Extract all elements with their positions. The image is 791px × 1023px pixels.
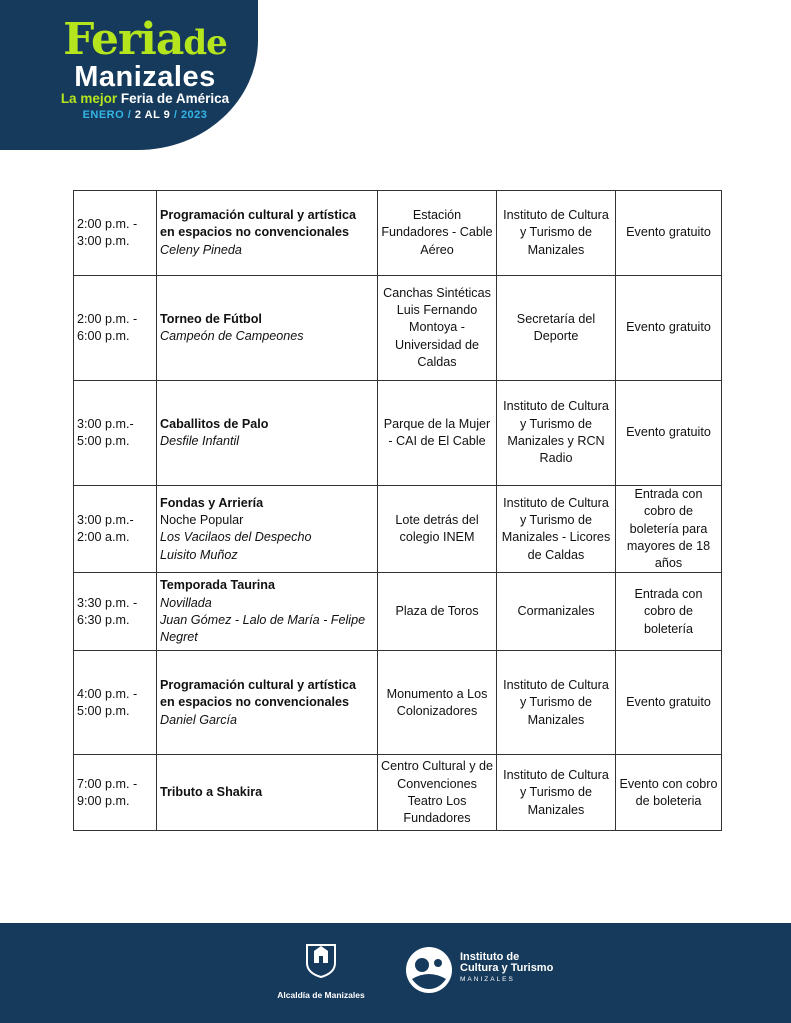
feria-logo — [50, 14, 240, 123]
event-performer: Novillada — [160, 595, 212, 610]
alcaldia-logo — [276, 941, 366, 1000]
schedule-table — [73, 190, 722, 831]
organizer-cell: Instituto de Cultura y Turismo de Manizales — [497, 755, 616, 831]
place-cell: Lote detrás del colegio INEM — [378, 486, 497, 573]
time-line: 6:30 p.m. — [77, 612, 130, 627]
footer-bar — [0, 923, 791, 1023]
crest-icon — [305, 941, 337, 979]
cost-cell: Evento con cobro de boleteria — [616, 755, 722, 831]
place-cell: Plaza de Toros — [378, 573, 497, 651]
event-title: Temporada Taurina — [160, 578, 275, 593]
table-row — [74, 276, 722, 381]
time-cell — [74, 381, 157, 486]
organizer-cell: Cormanizales — [497, 573, 616, 651]
time-line: 2:00 a.m. — [77, 530, 130, 545]
event-cell — [157, 755, 378, 831]
instituto-label: Instituto de Cultura y Turismo MANIZALES — [460, 951, 554, 983]
event-cell — [157, 381, 378, 486]
event-title: Programación cultural y artística en espacios no convencionales — [160, 208, 356, 240]
time-line: 7:00 p.m. - — [77, 776, 138, 791]
time-line: 6:00 p.m. — [77, 329, 130, 343]
cost-cell: Evento gratuito — [616, 381, 722, 486]
event-performer: Los Vacilaos del Despecho — [160, 530, 312, 545]
time-line: 5:00 p.m. — [77, 703, 130, 718]
time-line: 3:30 p.m. - — [77, 595, 138, 610]
event-title: Fondas y Arriería — [160, 495, 264, 510]
time-line: 5:00 p.m. — [77, 434, 130, 448]
event-performer: Luisito Muñoz — [160, 547, 238, 562]
table-row — [74, 651, 722, 755]
header-badge — [0, 0, 258, 150]
time-line: 3:00 p.m.- — [77, 416, 134, 431]
event-performer: Daniel García — [160, 712, 237, 727]
logo-dates: ENERO / 2 AL 9 / 2023 — [82, 109, 208, 121]
event-cell — [157, 276, 378, 381]
event-performer: Juan Gómez - Lalo de María - Felipe Negret — [160, 612, 366, 645]
place-cell: Parque de la Mujer - CAI de El Cable — [378, 381, 497, 486]
cost-cell: Evento gratuito — [616, 651, 722, 755]
time-cell — [74, 755, 157, 831]
time-cell — [74, 191, 157, 276]
organizer-cell: Secretaría del Deporte — [497, 276, 616, 381]
event-performer: Desfile Infantil — [160, 434, 240, 448]
event-cell — [157, 486, 378, 573]
time-cell — [74, 573, 157, 651]
alcaldia-label: Alcaldía de Manizales — [277, 990, 365, 1000]
place-cell: Monumento a Los Colonizadores — [378, 651, 497, 755]
cost-cell: Entrada con cobro de boletería — [616, 573, 722, 651]
place-cell: Centro Cultural y de Convenciones Teatro Los Fundadores — [378, 755, 497, 831]
table-row — [74, 191, 722, 276]
event-subtitle: Noche Popular — [160, 512, 244, 527]
time-cell — [74, 651, 157, 755]
event-title: Programación cultural y artística en espacios no convencionales — [160, 678, 356, 710]
table-row — [74, 573, 722, 651]
time-line: 2:00 p.m. - — [77, 311, 138, 326]
logo-city-text: Manizales — [74, 61, 216, 93]
place-cell: Estación Fundadores - Cable Aéreo — [378, 191, 497, 276]
cost-cell: Evento gratuito — [616, 191, 722, 276]
cost-cell: Evento gratuito — [616, 276, 722, 381]
event-cell — [157, 573, 378, 651]
event-performer: Campeón de Campeones — [160, 329, 304, 343]
time-line: 4:00 p.m. - — [77, 686, 138, 701]
organizer-cell: Instituto de Cultura y Turismo de Manizales — [497, 651, 616, 755]
time-line: 2:00 p.m. - — [77, 216, 138, 231]
table-row — [74, 486, 722, 573]
instituto-emblem-icon — [404, 945, 454, 995]
cost-cell: Entrada con cobro de boletería para mayores de 18 años — [616, 486, 722, 573]
time-cell — [74, 276, 157, 381]
time-line: 3:00 p.m. — [77, 234, 130, 248]
place-cell: Canchas Sintéticas Luis Fernando Montoya - Universidad de Caldas — [378, 276, 497, 381]
event-performer: Celeny Pineda — [160, 242, 242, 257]
organizer-cell: Instituto de Cultura y Turismo de Manizales y RCN Radio — [497, 381, 616, 486]
event-cell — [157, 651, 378, 755]
time-line: 9:00 p.m. — [77, 793, 130, 808]
event-cell — [157, 191, 378, 276]
logo-tagline: La mejor Feria de América — [60, 91, 230, 106]
table-row — [74, 755, 722, 831]
table-row — [74, 381, 722, 486]
logo-feria-text: Feriade — [63, 14, 227, 65]
time-cell — [74, 486, 157, 573]
event-title: Tributo a Shakira — [160, 785, 263, 800]
organizer-cell: Instituto de Cultura y Turismo de Manizales — [497, 191, 616, 276]
organizer-cell: Instituto de Cultura y Turismo de Manizales - Licores de Caldas — [497, 486, 616, 573]
event-title: Torneo de Fútbol — [160, 311, 262, 326]
time-line: 3:00 p.m.- — [77, 512, 134, 527]
event-title: Caballitos de Palo — [160, 416, 269, 431]
